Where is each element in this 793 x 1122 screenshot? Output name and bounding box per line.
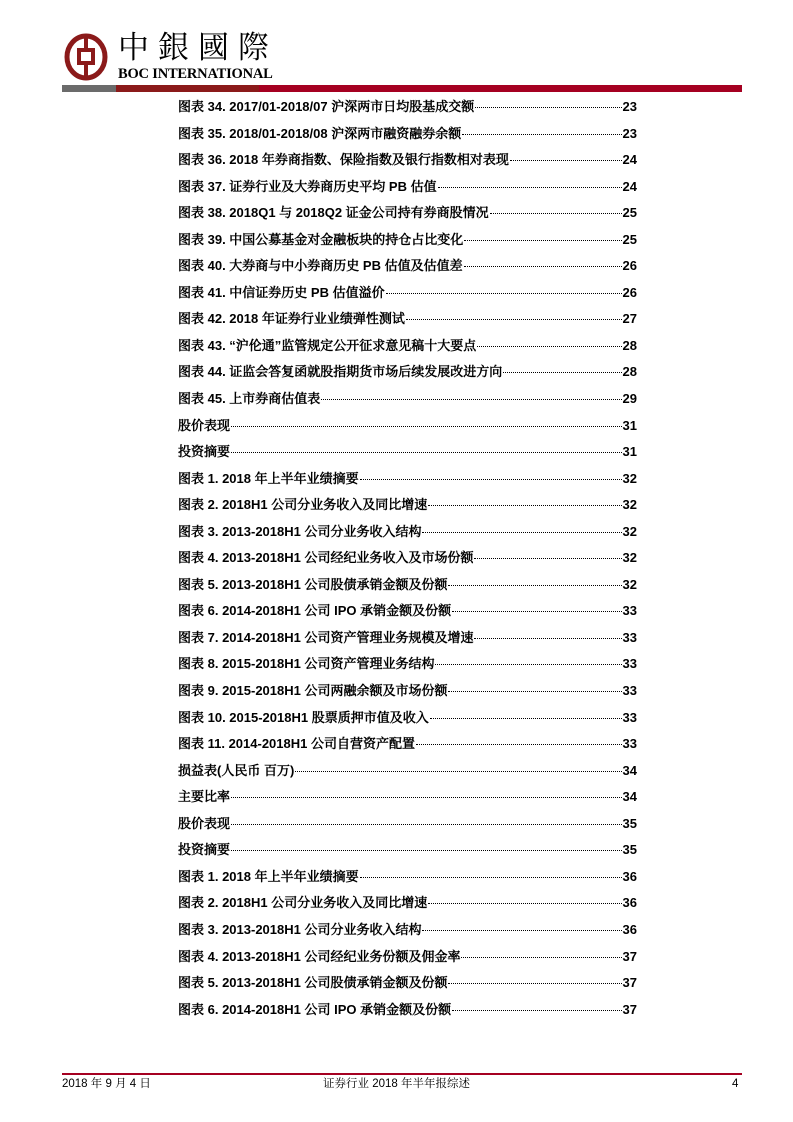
toc-entry[interactable] — [178, 283, 637, 310]
toc-entry-page: 27 — [622, 311, 637, 327]
toc-entry[interactable] — [178, 1000, 637, 1027]
toc-entry-label: 图表 3. 2013-2018H1 公司分业务收入结构 — [178, 921, 422, 937]
toc-entry-page: 35 — [622, 842, 637, 858]
toc-entry-label: 图表 1. 2018 年上半年业绩摘要 — [178, 868, 359, 884]
toc-entry[interactable] — [178, 867, 637, 894]
toc-entry-page: 33 — [622, 656, 637, 672]
toc-entry[interactable] — [178, 495, 637, 522]
toc-dot-leader — [231, 452, 622, 453]
toc-entry-page: 33 — [622, 629, 637, 645]
toc-entry-page: 36 — [622, 868, 637, 884]
toc-entry-label: 图表 4. 2013-2018H1 公司经纪业务收入及市场份额 — [178, 550, 474, 566]
toc-entry-page: 31 — [622, 417, 637, 433]
toc-entry-label: 图表 6. 2014-2018H1 公司 IPO 承销金额及份额 — [178, 1001, 452, 1017]
toc-entry-page: 32 — [622, 523, 637, 539]
toc-entry-page: 31 — [622, 444, 637, 460]
toc-entry-page: 33 — [622, 736, 637, 752]
toc-entry-label: 图表 42. 2018 年证券行业业绩弹性测试 — [178, 311, 405, 327]
toc-entry-page: 26 — [622, 258, 637, 274]
toc-entry[interactable] — [178, 973, 637, 1000]
header-band-red — [259, 85, 742, 92]
toc-entry[interactable] — [178, 124, 637, 151]
toc-entry-label: 图表 35. 2018/01-2018/08 沪深两市融资融券余额 — [178, 125, 462, 141]
toc-entry-label: 图表 5. 2013-2018H1 公司股债承销金额及份额 — [178, 975, 448, 991]
toc-dot-leader — [422, 532, 621, 533]
toc-dot-leader — [321, 399, 621, 400]
toc-entry-label: 图表 39. 中国公募基金对金融板块的持仓占比变化 — [178, 231, 464, 247]
toc-entry-label: 图表 10. 2015-2018H1 股票质押市值及收入 — [178, 709, 429, 725]
toc-entry-page: 24 — [622, 152, 637, 168]
toc-entry-page: 32 — [622, 497, 637, 513]
toc-dot-leader — [435, 664, 621, 665]
toc-entry[interactable] — [178, 150, 637, 177]
toc-dot-leader — [438, 187, 622, 188]
toc-entry-label: 损益表(人民币 百万) — [178, 762, 295, 778]
toc-entry[interactable] — [178, 628, 637, 655]
toc-entry-page: 28 — [622, 364, 637, 380]
toc-dot-leader — [295, 771, 621, 772]
toc-entry[interactable] — [178, 947, 637, 974]
toc-entry-label: 股价表现 — [178, 815, 231, 831]
toc-entry-page: 23 — [622, 125, 637, 141]
toc-dot-leader — [231, 850, 622, 851]
toc-dot-leader — [503, 372, 621, 373]
toc-entry[interactable] — [178, 681, 637, 708]
toc-dot-leader — [464, 240, 621, 241]
toc-entry-label: 股价表现 — [178, 417, 231, 433]
toc-entry-page: 26 — [622, 284, 637, 300]
table-of-contents — [178, 97, 637, 1026]
toc-entry-label: 图表 7. 2014-2018H1 公司资产管理业务规模及增速 — [178, 629, 474, 645]
toc-entry-label: 投资摘要 — [178, 444, 231, 460]
toc-entry-label: 图表 11. 2014-2018H1 公司自营资产配置 — [178, 736, 415, 752]
toc-entry[interactable] — [178, 548, 637, 575]
toc-entry-label: 图表 34. 2017/01-2018/07 沪深两市日均股基成交额 — [178, 99, 475, 114]
footer-date: 2018 年 9 月 4 日 — [62, 1078, 151, 1090]
toc-entry-label: 图表 9. 2015-2018H1 公司两融余额及市场份额 — [178, 683, 448, 699]
toc-dot-leader — [452, 611, 621, 612]
toc-dot-leader — [428, 505, 621, 506]
toc-dot-leader — [386, 293, 622, 294]
toc-entry-page: 37 — [622, 975, 637, 991]
toc-entry[interactable] — [178, 787, 637, 814]
toc-entry[interactable] — [178, 97, 637, 124]
toc-entry[interactable] — [178, 336, 637, 363]
toc-entry-label: 图表 4. 2013-2018H1 公司经纪业务份额及佣金率 — [178, 948, 461, 964]
footer-page-number: 4 — [732, 1078, 739, 1090]
toc-dot-leader — [448, 691, 621, 692]
toc-entry[interactable] — [178, 256, 637, 283]
toc-entry[interactable] — [178, 734, 637, 761]
toc-entry-page: 23 — [622, 99, 637, 114]
toc-dot-leader — [231, 824, 622, 825]
toc-entry-page: 25 — [622, 231, 637, 247]
toc-dot-leader — [428, 903, 621, 904]
logo-chinese-name: 中銀國際 — [118, 30, 278, 66]
toc-dot-leader — [474, 638, 621, 639]
toc-entry[interactable] — [178, 708, 637, 735]
toc-entry[interactable] — [178, 840, 637, 867]
toc-dot-leader — [406, 319, 622, 320]
boc-international-logo — [62, 32, 292, 84]
toc-entry-page: 33 — [622, 683, 637, 699]
toc-entry-label: 图表 8. 2015-2018H1 公司资产管理业务结构 — [178, 656, 435, 672]
toc-entry-label: 图表 6. 2014-2018H1 公司 IPO 承销金额及份额 — [178, 603, 452, 619]
toc-entry-page: 34 — [622, 789, 637, 805]
toc-dot-leader — [475, 107, 621, 108]
toc-entry-page: 32 — [622, 576, 637, 592]
toc-entry[interactable] — [178, 177, 637, 204]
toc-dot-leader — [462, 134, 621, 135]
toc-entry-label: 图表 45. 上市券商估值表 — [178, 391, 321, 407]
toc-entry[interactable] — [178, 389, 637, 416]
toc-dot-leader — [464, 266, 622, 267]
toc-entry-page: 35 — [622, 815, 637, 831]
toc-entry-page: 28 — [622, 337, 637, 353]
toc-dot-leader — [430, 718, 622, 719]
toc-entry-label: 图表 37. 证券行业及大券商历史平均 PB 估值 — [178, 178, 437, 194]
toc-entry[interactable] — [178, 654, 637, 681]
toc-entry[interactable] — [178, 920, 637, 947]
toc-entry[interactable] — [178, 442, 637, 469]
toc-entry[interactable] — [178, 601, 637, 628]
toc-entry-page: 24 — [622, 178, 637, 194]
header-band-gray — [62, 85, 116, 92]
toc-entry[interactable] — [178, 893, 637, 920]
toc-entry-label: 图表 38. 2018Q1 与 2018Q2 证金公司持有券商股情况 — [178, 205, 489, 221]
toc-entry-page: 32 — [622, 550, 637, 566]
toc-entry-label: 图表 41. 中信证券历史 PB 估值溢价 — [178, 284, 385, 300]
toc-dot-leader — [490, 213, 622, 214]
toc-entry-page: 25 — [622, 205, 637, 221]
toc-entry-label: 主要比率 — [178, 789, 231, 805]
toc-entry-label: 投资摘要 — [178, 842, 231, 858]
toc-entry-label: 图表 2. 2018H1 公司分业务收入及同比增速 — [178, 497, 428, 513]
toc-entry-page: 33 — [622, 603, 637, 619]
toc-dot-leader — [477, 346, 621, 347]
toc-dot-leader — [474, 558, 621, 559]
toc-entry[interactable] — [178, 203, 637, 230]
toc-entry-page: 29 — [622, 391, 637, 407]
toc-dot-leader — [231, 797, 622, 798]
toc-entry[interactable] — [178, 416, 637, 443]
toc-entry-label: 图表 43. “沪伦通”监管规定公开征求意见稿十大要点 — [178, 337, 477, 353]
toc-entry-label: 图表 40. 大券商与中小券商历史 PB 估值及估值差 — [178, 258, 463, 274]
toc-entry[interactable] — [178, 522, 637, 549]
logo-english-name: BOC INTERNATIONAL — [118, 66, 273, 82]
toc-dot-leader — [448, 585, 621, 586]
toc-entry[interactable] — [178, 814, 637, 841]
toc-dot-leader — [461, 957, 621, 958]
footer-report-title: 证券行业 2018 年半年报综述 — [323, 1078, 470, 1090]
toc-entry-page: 37 — [622, 1001, 637, 1017]
toc-entry-page: 32 — [622, 470, 637, 486]
toc-entry[interactable] — [178, 575, 637, 602]
footer-divider — [62, 1073, 742, 1075]
toc-entry[interactable] — [178, 362, 637, 389]
toc-entry[interactable] — [178, 469, 637, 496]
toc-dot-leader — [510, 160, 622, 161]
toc-entry-label: 图表 36. 2018 年券商指数、保险指数及银行指数相对表现 — [178, 152, 509, 168]
toc-entry-label: 图表 2. 2018H1 公司分业务收入及同比增速 — [178, 895, 428, 911]
toc-entry-label: 图表 1. 2018 年上半年业绩摘要 — [178, 470, 359, 486]
toc-entry-page: 33 — [622, 709, 637, 725]
toc-dot-leader — [360, 479, 622, 480]
toc-entry[interactable] — [178, 761, 637, 788]
toc-entry-page: 37 — [622, 948, 637, 964]
toc-dot-leader — [416, 744, 622, 745]
header-band-dark-red — [116, 85, 259, 92]
toc-entry[interactable] — [178, 230, 637, 257]
toc-dot-leader — [422, 930, 621, 931]
toc-entry[interactable] — [178, 309, 637, 336]
toc-dot-leader — [360, 877, 622, 878]
toc-entry-label: 图表 44. 证监会答复函就股指期货市场后续发展改进方向 — [178, 364, 503, 380]
toc-dot-leader — [231, 426, 622, 427]
toc-entry-label: 图表 5. 2013-2018H1 公司股债承销金额及份额 — [178, 576, 448, 592]
toc-entry-page: 36 — [622, 895, 637, 911]
toc-entry-label: 图表 3. 2013-2018H1 公司分业务收入结构 — [178, 523, 422, 539]
toc-dot-leader — [448, 983, 621, 984]
toc-dot-leader — [452, 1010, 621, 1011]
toc-entry-page: 36 — [622, 921, 637, 937]
boc-seal-icon — [64, 33, 108, 81]
toc-entry-page: 34 — [622, 762, 637, 778]
